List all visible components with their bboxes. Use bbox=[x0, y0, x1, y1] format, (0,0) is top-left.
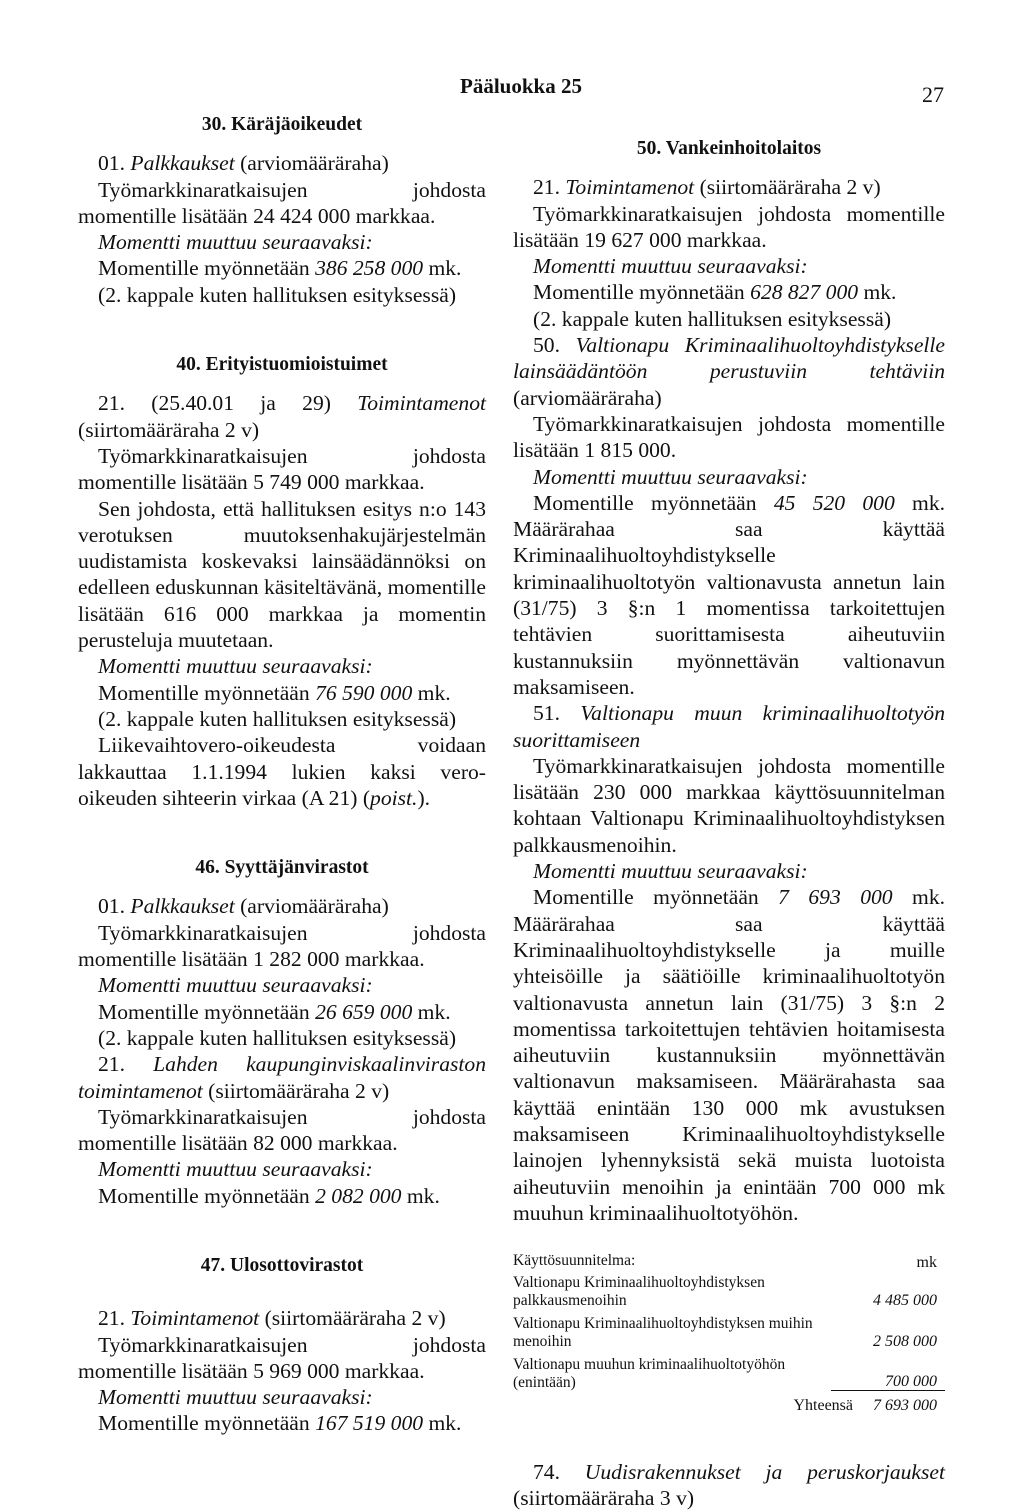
paragraph bbox=[78, 1410, 486, 1436]
amount: 76 590 000 bbox=[315, 680, 413, 705]
paragraph bbox=[513, 279, 945, 305]
item-title: Palkkaukset bbox=[130, 151, 235, 176]
section-46-title: 46. Syyttäjänvirastot bbox=[195, 857, 369, 879]
text: mk. bbox=[412, 999, 451, 1024]
paragraph bbox=[78, 893, 486, 919]
item-title: Toimintamenot bbox=[130, 1306, 260, 1331]
item-title: Valtionapu Kriminaalihuoltoyhdistykselle lainsäädäntöön perustuviin tehtäviin bbox=[513, 333, 945, 384]
table-unit: mk bbox=[916, 1254, 937, 1272]
paragraph bbox=[78, 1305, 486, 1331]
text: mk. bbox=[423, 256, 462, 281]
paragraph bbox=[78, 255, 486, 281]
paragraph: Momentti muuttuu seuraavaksi: bbox=[98, 654, 373, 679]
amount: 26 659 000 bbox=[315, 999, 413, 1024]
row-label: Valtionapu Kriminaalihuoltoyhdistyksen muihin menoihin bbox=[513, 1315, 813, 1350]
page-number: 27 bbox=[922, 82, 944, 107]
paragraph bbox=[513, 174, 945, 200]
text: Momentille myönnetään bbox=[98, 680, 316, 705]
amount: 386 258 000 bbox=[315, 256, 424, 281]
paragraph bbox=[513, 490, 945, 700]
item-type: (siirtomääräraha 2 v) bbox=[202, 1078, 390, 1103]
item-title: Toimintamenot bbox=[357, 391, 486, 416]
row-amount: 700 000 bbox=[831, 1373, 945, 1392]
text-italic: poist. bbox=[370, 785, 418, 810]
table-row bbox=[513, 1315, 945, 1350]
text: Liikevaihtovero-oikeudesta voidaan lakkauttaa 1.1.1994 lukien kaksi vero-oikeuden sihteerin virkaa (A 21) ( bbox=[78, 733, 486, 810]
paragraph: Työmarkkinaratkaisujen johdosta momentille lisätään 1 282 000 markkaa. bbox=[78, 920, 486, 972]
text: mk. bbox=[401, 1183, 440, 1208]
paragraph: Työmarkkinaratkaisujen johdosta momentille lisätään 82 000 markkaa. bbox=[78, 1104, 486, 1156]
item-number: 01. bbox=[98, 894, 131, 919]
paragraph: (2. kappale kuten hallituksen esityksessä) bbox=[98, 282, 457, 307]
left-column bbox=[78, 112, 486, 1437]
total-amount: 7 693 000 bbox=[873, 1397, 937, 1415]
paragraph bbox=[78, 390, 486, 443]
page-header bbox=[0, 74, 1024, 107]
paragraph: Momentti muuttuu seuraavaksi: bbox=[98, 1385, 373, 1410]
total-label: Yhteensä bbox=[793, 1397, 853, 1415]
amount: 628 827 000 bbox=[750, 280, 859, 305]
item-number: 50. bbox=[533, 333, 576, 358]
paragraph: Momentti muuttuu seuraavaksi: bbox=[98, 973, 373, 998]
paragraph: Momentti muuttuu seuraavaksi: bbox=[533, 254, 808, 279]
section-40-title: 40. Erityistuomioistuimet bbox=[176, 354, 388, 376]
table-total-row bbox=[513, 1397, 945, 1415]
table-caption: Käyttösuunnitelma: bbox=[513, 1252, 636, 1270]
paragraph bbox=[78, 150, 486, 176]
item-type: (arviomääräraha) bbox=[513, 385, 662, 410]
item-type: (arviomääräraha) bbox=[234, 151, 389, 176]
paragraph bbox=[78, 732, 486, 811]
paragraph bbox=[513, 1459, 945, 1511]
paragraph: Sen johdosta, että hallituksen esitys n:o 143 verotuksen muutoksenhakujärjestelmän uudistamista koskevaksi lainsäädännöksi on edelleen eduskunnan käsiteltävänä, momentille lisätään 616 000 markkaa ja momentin perusteluja muutetaan. bbox=[78, 496, 486, 653]
item-type: (arviomääräraha) bbox=[234, 894, 389, 919]
item-number: 51. bbox=[533, 701, 581, 726]
row-label: Valtionapu Kriminaalihuoltoyhdistyksen palkkausmenoihin bbox=[513, 1274, 765, 1309]
item-type: (siirtomääräraha 2 v) bbox=[259, 1306, 446, 1331]
text: mk. Määrärahaa saa käyttää Kriminaalihuoltoyhdistykselle ja muille yhteisöille ja säätiöille kriminaalihuoltotyön valtionavusta annetun lain (31/75) 3 §:n 2 momentissa tarkoitettujen tehtävien hoitamisesta aiheutuviin kustannuksiin myönnettävän valtionavun maksamiseen. Määrärahasta saa käyttää enintään 130 000 mk avustuksen maksamiseen Kriminaalihuoltoyhdistykselle lainojen lyhennyksistä sekä muista luotoista aiheutuviin menoihin ja enintään 700 000 mk muuhun kriminaalihuoltotyöhön. bbox=[513, 885, 946, 1225]
text: mk. bbox=[858, 280, 897, 305]
item-number: 21. bbox=[98, 1052, 154, 1077]
text: ). bbox=[417, 785, 431, 810]
paragraph bbox=[513, 700, 945, 753]
text: Momentille myönnetään bbox=[98, 1411, 316, 1436]
text: Momentille myönnetään bbox=[98, 999, 316, 1024]
paragraph bbox=[78, 999, 486, 1025]
table-caption-row bbox=[513, 1252, 945, 1274]
paragraph: Työmarkkinaratkaisujen johdosta momentille lisätään 24 424 000 markkaa. bbox=[78, 177, 486, 228]
paragraph: Momentti muuttuu seuraavaksi: bbox=[533, 464, 808, 489]
paragraph bbox=[78, 1183, 486, 1209]
text: Momentille myönnetään bbox=[98, 256, 316, 281]
paragraph: (2. kappale kuten hallituksen esityksessä) bbox=[533, 306, 892, 331]
text: mk. Määrärahaa saa käyttää Kriminaalihuoltoyhdistykselle kriminaalihuoltotyön valtionavusta annetun lain (31/75) 3 §:n 1 momentissa tarkoitettujen tehtävien suorittamisesta aiheutuviin kustannuksiin myönnettävän valtionavun maksamiseen. bbox=[513, 490, 946, 699]
item-type: (siirtomääräraha 2 v) bbox=[694, 175, 881, 200]
section-47-title: 47. Ulosottovirastot bbox=[200, 1254, 364, 1276]
item-number: 21. bbox=[533, 175, 566, 200]
amount: 7 693 000 bbox=[778, 885, 893, 910]
item-number: 01. bbox=[98, 151, 131, 176]
paragraph: Työmarkkinaratkaisujen johdosta momentille lisätään 19 627 000 markkaa. bbox=[513, 201, 945, 252]
section-30-title: 30. Käräjäoikeudet bbox=[201, 114, 363, 135]
amount: 45 520 000 bbox=[773, 490, 895, 515]
text: mk. bbox=[423, 1411, 462, 1436]
item-number: 74. bbox=[533, 1459, 585, 1484]
paragraph: Työmarkkinaratkaisujen johdosta momentille lisätään 1 815 000. bbox=[513, 411, 945, 463]
text: Momentille myönnetään bbox=[533, 490, 774, 515]
row-amount: 4 485 000 bbox=[873, 1291, 937, 1309]
text: Momentille myönnetään bbox=[533, 280, 751, 305]
paragraph bbox=[78, 1051, 486, 1104]
paragraph: Momentti muuttuu seuraavaksi: bbox=[533, 859, 808, 884]
item-title: Lahden kaupunginviskaalinviraston toimintamenot bbox=[78, 1052, 486, 1103]
paragraph bbox=[513, 884, 945, 1226]
text: mk. bbox=[412, 680, 451, 705]
text: Momentille myönnetään bbox=[98, 1183, 316, 1208]
row-amount: 2 508 000 bbox=[873, 1332, 937, 1350]
paragraph: Momentti muuttuu seuraavaksi: bbox=[98, 1157, 373, 1182]
row-label: Valtionapu muuhun kriminaalihuoltotyöhön (enintään) bbox=[513, 1356, 786, 1391]
paragraph: Työmarkkinaratkaisujen johdosta momentille lisätään 230 000 markkaa käyttösuunnitelman kohtaan Valtionapu Kriminaalihuoltoyhdistyksen palkkausmenoihin. bbox=[513, 753, 945, 857]
chapter-title: Pääluokka 25 bbox=[460, 74, 582, 98]
paragraph: Työmarkkinaratkaisujen johdosta momentille lisätään 5 969 000 markkaa. bbox=[78, 1332, 486, 1383]
paragraph: Momentti muuttuu seuraavaksi: bbox=[98, 230, 373, 255]
item-number: 21. (25.40.01 ja 29) bbox=[98, 391, 358, 416]
table-row bbox=[513, 1356, 945, 1391]
item-title: Valtionapu muun kriminaalihuoltotyön suorittamiseen bbox=[513, 701, 945, 752]
table-row bbox=[513, 1274, 945, 1309]
right-column bbox=[513, 136, 945, 1511]
paragraph: Työmarkkinaratkaisujen johdosta momentille lisätään 5 749 000 markkaa. bbox=[78, 443, 486, 495]
item-title: Palkkaukset bbox=[130, 894, 235, 919]
amount: 167 519 000 bbox=[315, 1411, 424, 1436]
item-title: Uudisrakennukset ja peruskorjaukset bbox=[584, 1459, 946, 1484]
item-number: 21. bbox=[98, 1306, 131, 1331]
paragraph: (2. kappale kuten hallituksen esityksessä) bbox=[98, 1025, 457, 1050]
paragraph bbox=[78, 680, 486, 706]
item-type: (siirtomääräraha 3 v) bbox=[513, 1485, 695, 1510]
paragraph bbox=[513, 332, 945, 411]
amount: 2 082 000 bbox=[315, 1183, 402, 1208]
paragraph: (2. kappale kuten hallituksen esityksessä) bbox=[98, 706, 457, 731]
section-50-title: 50. Vankeinhoitolaitos bbox=[636, 138, 822, 159]
item-title: Toimintamenot bbox=[565, 175, 695, 200]
item-type: (siirtomääräraha 2 v) bbox=[78, 417, 260, 442]
text: Momentille myönnetään bbox=[533, 885, 779, 910]
usage-plan-table bbox=[513, 1252, 945, 1415]
